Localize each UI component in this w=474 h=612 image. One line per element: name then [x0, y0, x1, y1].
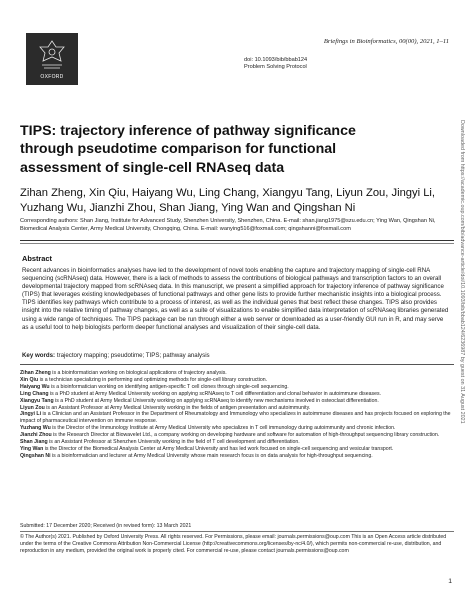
author-bio — [20, 453, 454, 460]
bio-name: Yuzhang Wu — [20, 425, 51, 432]
bio-text: is an Assistant Professor at Army Medical University working in the fields of antigen presentation and autoimmunity. — [46, 404, 311, 411]
abstract-heading: Abstract — [22, 254, 52, 263]
abstract-top-rule-thin — [20, 243, 454, 244]
author-bio — [20, 398, 454, 405]
oxford-logo-text: OXFORD — [40, 74, 64, 80]
author-bios — [20, 370, 454, 460]
article-type: Problem Solving Protocol — [244, 64, 307, 70]
keywords — [22, 352, 450, 359]
bio-text: is a bioinformatician working on biological applications of trajectory analysis. — [52, 370, 227, 376]
bio-name: Jingyi Li — [20, 411, 42, 418]
abstract-text: Recent advances in bioinformatics analyses have led to the development of novel tools enabling the capture and trajectory mapping of single-cell RNA sequencing (scRNAseq) data. However, there is a lack of methods to assess the contributions of biological pathways and transcription factors to an overall developmental trajectory mapped from scRNAseq data. In this manuscript, we present a simplified approach for trajectory inference of pathway significance (TIPS) that leverages existing knowledgebases of functional pathways and other gene lists to provide further mechanistic insights into a biological process. TIPS identifies key pathways which contribute to a process of interest, as well as the individual genes that best reflect these changes. TIPS also provides insight into the relative timing of pathway changes, as well as a suite of visualizations to enable simplified data interpretation of scRNAseq libraries generated using a wide range of techniques. The TIPS package can be run through either a web server or downloaded as a user-friendly GUI run in R, and may serve as a useful tool to help biologists perform deeper functional analyses and visualization of their single-cell data. — [22, 267, 449, 331]
abstract-bottom-rule — [20, 364, 454, 365]
bio-name: Shan Jiang — [20, 439, 48, 446]
abstract-top-rule — [20, 240, 454, 241]
bio-name: Liyun Zou — [20, 404, 45, 411]
oxford-logo — [26, 33, 78, 85]
keywords-list: trajectory mapping; pseudotime; TIPS; pathway analysis — [56, 352, 210, 359]
corresponding-authors: Corresponding authors: Shan Jiang, Institute for Advanced Study, Shenzhen University, Shenzhen, China. E-mail: shan.jiang1975@szu.edu.cn; Ying Wan, Qingshan Ni, Biomedical Analysis Center, Army Medical University, Chongqing, China. E-mail: wanying516@foxmail.com; qingshanni@foxmail.com — [20, 218, 436, 232]
journal-citation: Briefings in Bioinformatics, 00(00), 2021, 1–11 — [323, 38, 449, 45]
bio-text: is the Research Director at Biowavelet Ltd., a company working on developing hardware and software for automation of high-throughput sequencing library construction. — [53, 432, 440, 439]
article-title: TIPS: trajectory inference of pathway significance through pseudotime comparison for functional assessment of single-cell RNAseq data — [20, 123, 356, 176]
page-number: 1 — [448, 578, 452, 585]
footer-rule — [20, 531, 454, 532]
bio-text: is the Director of the Biomedical Analysis Center at Army Medical University and has led work focused on single-cell sequencing and vesicular transport. — [44, 445, 394, 452]
bio-text: is a technician specializing in performing and optimizing methods for single-cell library construction. — [39, 376, 268, 383]
submission-dates: Submitted: 17 December 2020; Received (in revised form): 13 March 2021 — [20, 523, 192, 529]
bio-text: is the Director of the Immunology Institute at Army Medical University who specializes in T cell immunology during autoimmunity and chronic infection. — [52, 425, 396, 432]
bio-text: is a Clinician and an Assistant Professor in the Department of Rheumatology and Immunology who specializes in autoimmune diseases and has projects focused on exploring the impact of pharmaceutical intervention on immune response. — [20, 411, 451, 425]
copyright-notice: © The Author(s) 2021. Published by Oxford University Press. All rights reserved. For Permissions, please email: journals.permissions@oup.com This is an Open Access article distributed under the terms of the Creative Commons Attribution Non-Commercial License (http://creativecommons.org/licenses/by-nc/4.0/), which permits non-commercial re-use, distribution, and reproduction in any medium, provided the original work is properly cited. For commercial re-use, please contact journals.permissions@oup.com — [20, 534, 447, 554]
author-bio — [20, 391, 454, 398]
bio-name: Xiangyu Tang — [20, 397, 54, 404]
bio-name: Haiyang Wu — [20, 383, 50, 390]
download-watermark-text: Downloaded from https://academic.oup.com/bib/advance-article/doi/10.1093/bib/bbab124/6236987 by guest on 31 August 2021 — [459, 120, 465, 424]
author-bio — [20, 405, 454, 412]
author-bio — [20, 384, 454, 391]
bio-name: Ying Wan — [20, 445, 44, 452]
bio-text: is an Assistant Professor at Shenzhen University working in the field of T cell development and differentiation. — [49, 439, 300, 446]
author-bio — [20, 425, 454, 432]
bio-name: Qingshan Ni — [20, 452, 51, 459]
author-bio — [20, 370, 454, 377]
bio-name: Jianzhi Zhou — [20, 432, 52, 439]
bio-text: is a bioinformatician and lecturer at Army Medical University whose main research focus is on data analysis for high-throughput sequencing. — [52, 452, 373, 459]
author-bio — [20, 432, 454, 439]
bio-name: Xin Qiu — [20, 376, 39, 383]
author-bio — [20, 411, 454, 425]
bio-text: is a PhD student at Army Medical University working on applying scRNAseq to T cell differentiation and clonal behavior in autoimmune diseases. — [49, 390, 382, 397]
author-bio — [20, 377, 454, 384]
author-bio — [20, 446, 454, 453]
keywords-label: Key words: — [22, 352, 56, 359]
bio-name: Zihan Zheng — [20, 370, 51, 376]
bio-text: is a bioinformatician working on identifying antigen-specific T cell clones through single-cell sequencing. — [51, 383, 289, 390]
bio-text: is a PhD student at Army Medical University working on applying scRNAseq to identify new mechanisms involved in osteoclast differentiation. — [55, 397, 379, 404]
doi-link[interactable]: doi: 10.1093/bib/bbab124 — [244, 57, 308, 63]
author-list: Zihan Zheng, Xin Qiu, Haiyang Wu, Ling Chang, Xiangyu Tang, Liyun Zou, Jingyi Li, Yuzhang Wu, Jianzhi Zhou, Shan Jiang, Ying Wan and Qingshan Ni — [20, 187, 436, 214]
author-bio — [20, 439, 454, 446]
bio-name: Ling Chang — [20, 390, 49, 397]
download-watermark — [458, 120, 472, 560]
